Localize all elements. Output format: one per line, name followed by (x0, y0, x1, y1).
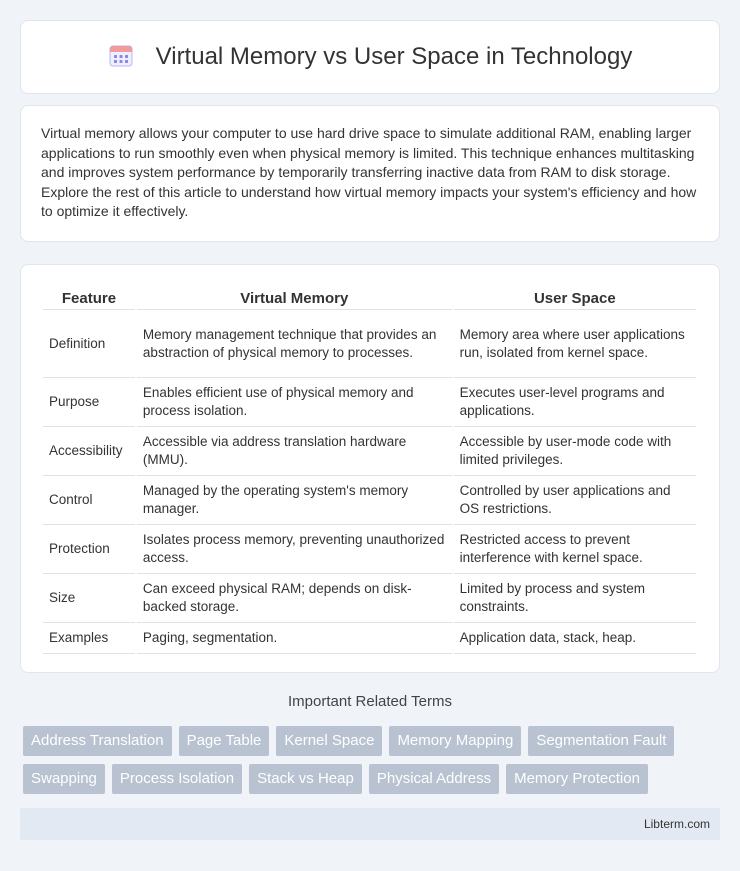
cell-feature: Accessibility (43, 427, 135, 476)
comparison-card (20, 264, 720, 673)
cell-virtual-memory: Enables efficient use of physical memory and process isolation. (137, 378, 452, 427)
cell-virtual-memory: Managed by the operating system's memory manager. (137, 476, 452, 525)
cell-feature: Control (43, 476, 135, 525)
tag-memory-protection[interactable]: Memory Protection (506, 764, 648, 794)
comparison-table (41, 285, 698, 654)
tag-row (23, 726, 723, 756)
tag-process-isolation[interactable]: Process Isolation (112, 764, 242, 794)
header-virtual-memory: Virtual Memory (137, 285, 452, 310)
tag-row (23, 764, 723, 794)
table-row (43, 574, 696, 623)
cell-virtual-memory: Accessible via address translation hardware (MMU). (137, 427, 452, 476)
cell-feature: Examples (43, 623, 135, 654)
tag-kernel-space[interactable]: Kernel Space (276, 726, 382, 756)
table-row (43, 427, 696, 476)
cell-virtual-memory: Can exceed physical RAM; depends on disk-backed storage. (137, 574, 452, 623)
table-row (43, 310, 696, 378)
header-user-space: User Space (454, 285, 696, 310)
related-terms-tags (23, 726, 723, 802)
table-row (43, 378, 696, 427)
intro-card (20, 105, 720, 242)
page-title: Virtual Memory vs User Space in Technology (155, 43, 633, 70)
cell-user-space: Restricted access to prevent interference with kernel space. (454, 525, 696, 574)
table-row (43, 623, 696, 654)
cell-virtual-memory: Memory management technique that provides an abstraction of physical memory to processes. (137, 310, 452, 378)
cell-feature: Definition (43, 310, 135, 378)
related-terms-title: Important Related Terms (288, 693, 452, 710)
tag-segmentation-fault[interactable]: Segmentation Fault (528, 726, 674, 756)
cell-virtual-memory: Isolates process memory, preventing unauthorized access. (137, 525, 452, 574)
cell-feature: Protection (43, 525, 135, 574)
tag-physical-address[interactable]: Physical Address (369, 764, 499, 794)
title-card (20, 20, 720, 94)
cell-user-space: Application data, stack, heap. (454, 623, 696, 654)
tag-stack-vs-heap[interactable]: Stack vs Heap (249, 764, 362, 794)
cell-feature: Purpose (43, 378, 135, 427)
cell-user-space: Limited by process and system constraints. (454, 574, 696, 623)
cell-virtual-memory: Paging, segmentation. (137, 623, 452, 654)
table-header-row (43, 285, 696, 310)
cell-user-space: Memory area where user applications run, isolated from kernel space. (454, 310, 696, 378)
cell-user-space: Executes user-level programs and applications. (454, 378, 696, 427)
footer-brand[interactable]: Libterm.com (643, 817, 710, 831)
table-row (43, 525, 696, 574)
table-row (43, 476, 696, 525)
tag-address-translation[interactable]: Address Translation (23, 726, 172, 756)
footer (20, 808, 720, 840)
cell-user-space: Accessible by user-mode code with limited privileges. (454, 427, 696, 476)
tag-swapping[interactable]: Swapping (23, 764, 105, 794)
cell-feature: Size (43, 574, 135, 623)
cell-user-space: Controlled by user applications and OS restrictions. (454, 476, 696, 525)
tag-page-table[interactable]: Page Table (179, 726, 270, 756)
intro-text: Virtual memory allows your computer to use hard drive space to simulate additional RAM, enabling larger applications to run smoothly even when physical memory is limited. This technique enhances multitasking and improves system performance by temporarily transferring inactive data from RAM to disk storage. Explore the rest of this article to understand how virtual memory impacts your system's efficiency and how to optimize it effectively. (41, 125, 697, 219)
calendar-icon (108, 42, 134, 73)
tag-memory-mapping[interactable]: Memory Mapping (389, 726, 521, 756)
header-feature: Feature (43, 285, 135, 310)
